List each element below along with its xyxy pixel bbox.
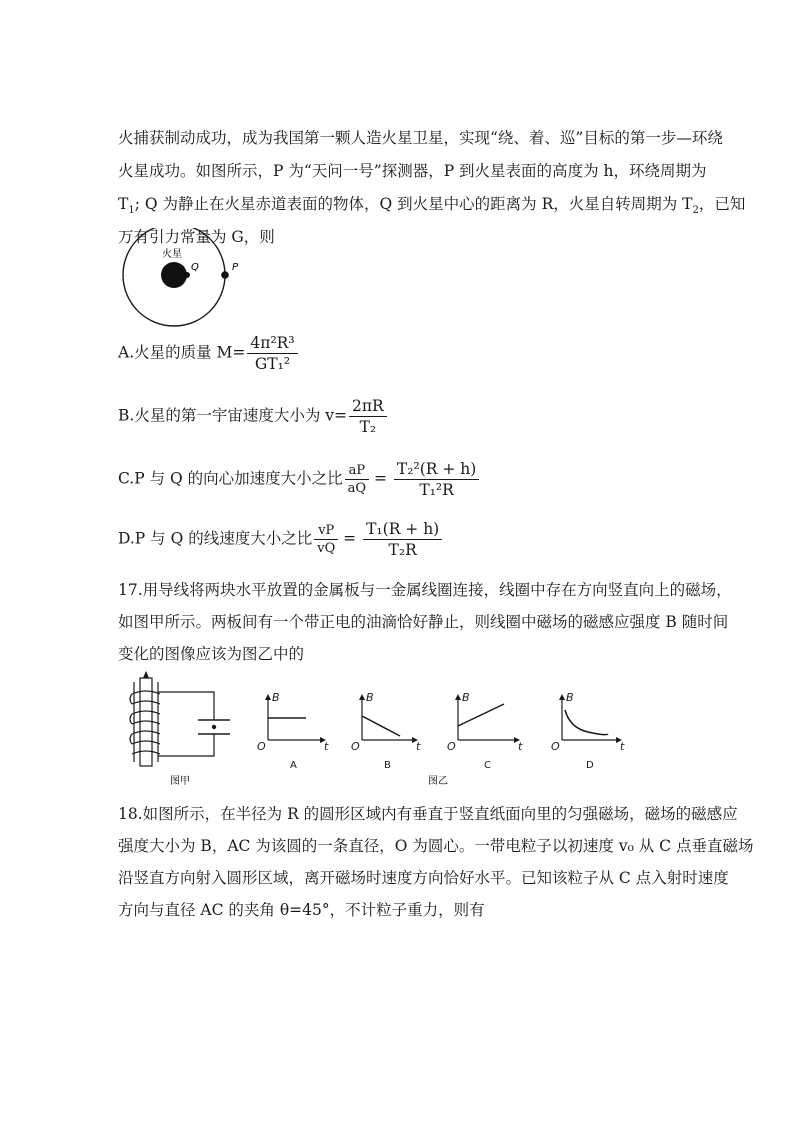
coil-windings [132, 691, 160, 754]
graph-d-t-label: t [620, 740, 625, 753]
mars-label: 火星 [162, 249, 182, 260]
q17-line-1: 17.用导线将两块水平放置的金属板与一金属线圈连接，线圈中存在方向竖直向上的磁场， [118, 581, 732, 599]
graph-a-o-label: O [257, 740, 266, 753]
q16-line-4: 万有引力常量为 G，则 [118, 228, 275, 246]
graph-c-o-label: O [447, 740, 456, 753]
coil-diagram [130, 671, 230, 766]
option-c[interactable]: C.P 与 Q 的向心加速度大小之比 $\frac{aP}{aQ}$ = $\frac{\text{T₂²(R + h)}}{\text{T₁²R}}$ [118, 460, 479, 499]
q-label: Q [191, 262, 199, 273]
q17-line-3: 变化的图像应该为图乙中的 [118, 645, 305, 663]
oil-drop [212, 725, 215, 728]
b-field-arrow [143, 671, 149, 678]
wire-bottom [158, 734, 214, 756]
mars-orbit-figure [118, 228, 248, 328]
graph-d-caption: D [586, 760, 594, 771]
coil-and-graphs-figure [118, 670, 638, 788]
option-a[interactable]: A.火星的质量 M= $\frac{\text{4π²R³}}{\text{GT₁²}}$ [118, 334, 298, 373]
q18-line-4: 方向与直径 AC 的夹角 θ=45°，不计粒子重力，则有 [118, 901, 485, 919]
fig-yi-caption: 图乙 [428, 776, 448, 787]
graph-a-t-label: t [324, 740, 329, 753]
graph-c-caption: C [484, 760, 491, 771]
wire-top [158, 692, 214, 720]
fig-jia-caption: 图甲 [170, 776, 190, 787]
graph-a-b-label: B [272, 691, 280, 704]
option-b[interactable]: B.火星的第一宇宙速度大小为 v= $\frac{2\pi R}{\text{T₂}}$ [118, 397, 387, 436]
q16-line-1: 火捕获制动成功，成为我国第一颗人造火星卫星，实现“绕、着、巡”目标的第一步—环绕 [118, 129, 723, 147]
graph-c-t-label: t [518, 740, 523, 753]
graph-b-b-label: B [366, 691, 374, 704]
graph-a-caption: A [290, 760, 297, 771]
point-q [184, 272, 190, 278]
q18-line-1: 18.如图所示，在半径为 R 的圆形区域内有垂直于竖直纸面向里的匀强磁场，磁场的磁感应 [118, 805, 738, 823]
q18-line-3: 沿竖直方向射入圆形区域，离开磁场时速度方向恰好水平。已知该粒子从 C 点入射时速度 [118, 869, 729, 887]
q16-line-3: $T_1$; Q 为静止在火星赤道表面的物体，Q 到火星中心的距离为 R，火星自转周期为 $T_2$，已知 [118, 195, 746, 217]
q16-line-2: 火星成功。如图所示，P 为“天问一号”探测器，P 到火星表面的高度为 h，环绕周期为 [118, 162, 707, 180]
p-label: P [232, 262, 239, 273]
mars-planet [161, 262, 187, 288]
graph-d-b-label: B [566, 691, 574, 704]
q17-line-2: 如图甲所示。两板间有一个带正电的油滴恰好静止，则线圈中磁场的磁感应强度 B 随时间 [118, 613, 729, 631]
graph-b-t-label: t [416, 740, 421, 753]
graph-d-o-label: O [551, 740, 560, 753]
point-p [221, 271, 229, 279]
graph-c-b-label: B [462, 691, 470, 704]
graph-b-caption: B [384, 760, 391, 771]
option-d[interactable]: D.P 与 Q 的线速度大小之比 $\frac{vP}{vQ}$ = $\frac{\text{T₁(R + h)}}{\text{T₂R}}$ [118, 520, 442, 559]
q18-line-2: 强度大小为 B，AC 为该圆的一条直径，O 为圆心。一带电粒子以初速度 v₀ 从 C 点垂直磁场 [118, 837, 754, 855]
graph-b-o-label: O [351, 740, 360, 753]
